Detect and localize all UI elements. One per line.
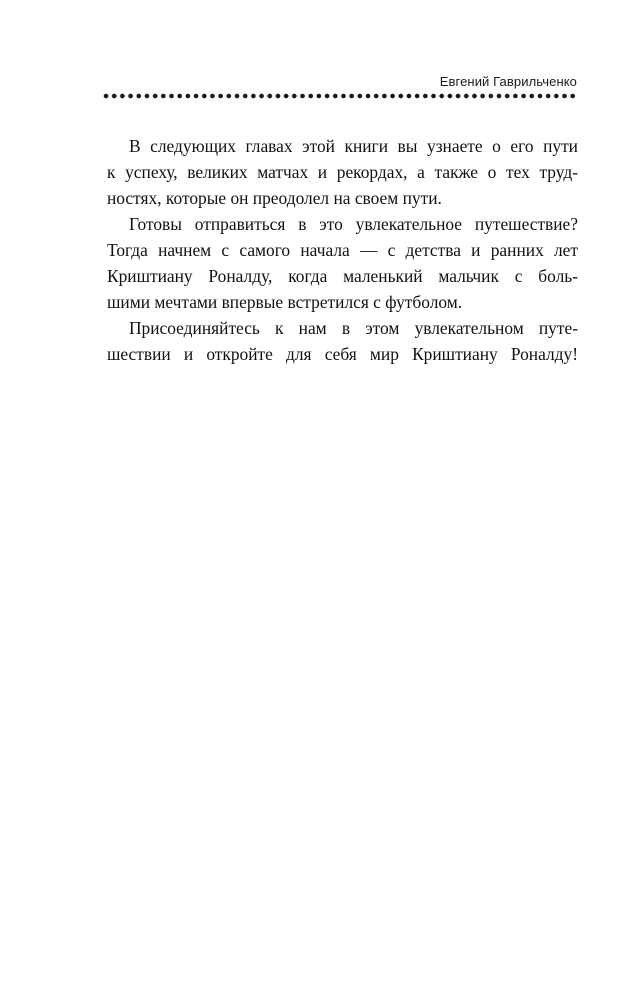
text-line: Присоединяйтесь к нам в этом увлекательном путе- xyxy=(129,318,578,338)
running-head-author: Евгений Гаврильченко xyxy=(439,74,577,89)
paragraph-2 xyxy=(107,211,578,315)
text-line: ностях, которые он преодолел на своем пути. xyxy=(107,188,442,208)
paragraph-1 xyxy=(107,133,578,211)
body-text xyxy=(107,133,578,367)
text-line: В следующих главах этой книги вы узнаете о его пути xyxy=(129,136,578,156)
text-line: Готовы отправиться в это увлекательное путешествие? xyxy=(129,214,578,234)
dotted-divider xyxy=(103,93,577,99)
text-line: к успеху, великих матчах и рекордах, а также о тех труд- xyxy=(107,162,578,182)
text-line: Тогда начнем с самого начала — с детства и ранних лет xyxy=(107,240,578,260)
text-line: Криштиану Роналду, когда маленький мальчик с боль- xyxy=(107,266,578,286)
text-line: шествии и откройте для себя мир Криштиану Роналду! xyxy=(107,344,578,364)
paragraph-3 xyxy=(107,315,578,367)
text-line: шими мечтами впервые встретился с футболом. xyxy=(107,292,463,312)
